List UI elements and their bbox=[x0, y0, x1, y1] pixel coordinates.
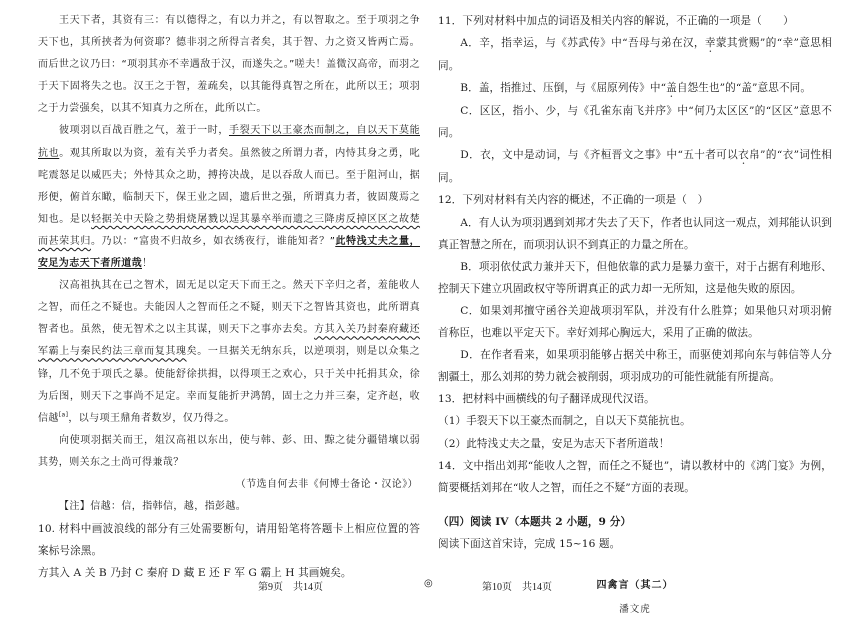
question-12-option-b: B．项羽依仗武力兼并天下，但他依靠的武力是暴力蛮干，对于占据有利地形、控制天下建立巩固政权守等所谓真正的武力却一无所知，这是他失败的原因。 bbox=[438, 260, 832, 295]
section-heading: （四）阅读 IV（本题共 2 小题，9 分） bbox=[438, 515, 632, 528]
question-11-option-d bbox=[438, 144, 832, 189]
wavy-underlined-passage: 轻据关中天险之势捐烧屠戮以逞其暴卒举而遗之三降虏反掉区区之故楚而甚荣其归 bbox=[38, 213, 421, 247]
text-span: 矣。一旦据关无纳东兵，以逆项羽，则是以众集之锋，几不免于项氏之暴。使能舒徐拱揖，以得项王之欢心，只于关中托捐其众，徐为后图，则天下之事尚不足定。幸而复能折尹鸿鹄，固士之力并三秦，定齐赵，收信越 bbox=[38, 346, 420, 424]
passage-source: （节选自何去非《何博士备论・汉论》） bbox=[235, 478, 418, 490]
text-span: ，以与项王鼎角者数岁，仅乃得之。 bbox=[68, 412, 235, 424]
section-instruction: 阅读下面这首宋诗，完成 15~16 题。 bbox=[438, 537, 621, 550]
wavy-underlined-passage-2: 方其入关乃封秦府藏还军霸上与秦民约法三章而复其瑰 bbox=[38, 324, 420, 358]
poem-author: 潘文虎 bbox=[619, 604, 651, 616]
question-12-option-a: A．有人认为项羽遇到刘邦才失去了天下，作者也认同这一观点，刘邦能认识到真正智慧之所在，而项羽认识不到真正的力量之所在。 bbox=[438, 216, 832, 251]
text-span: D．衣，文中是动词，与《齐桓晋文之事》中“五十者可以 bbox=[460, 149, 739, 162]
left-page-number: 第9页 共14页 bbox=[258, 582, 323, 593]
question-13-item-2: （2）此特浅丈夫之量，安足为志天下者所道哉！ bbox=[438, 437, 670, 450]
question-12: 12．下列对材料有关内容的概述，不正确的一项是（ ） bbox=[438, 194, 709, 207]
footnote-marker: [a] bbox=[58, 411, 69, 419]
text-span: A．辛，指幸运，与《苏武传》中“吾母与弟在汉， bbox=[460, 37, 705, 50]
text-span: 汉高祖执其在己之智术，固无足以定天下而王之。然天下辛归之者，羞能收人之智，而任之不疑也。夫能因人之智而任之不疑，则天下之智皆其资也，此所谓真智者也。虽然，使无智术之以主其谋，则天下之事亦去矣。 bbox=[38, 280, 420, 336]
question-11-option-c: C．区区，指小、少，与《孔雀东南飞并序》中“何乃太区区”的“区区”意思不同。 bbox=[438, 105, 832, 140]
text-span: 。观其所取以为资，羞有关乎力者矣。虽然彼之所谓力者，内恃其身之勇，叱咤震怒足以威匹夫；外恃其众之助，搏挎决战，足以吞敌人而已。至于阻河山，据形便，俯首东瞰，临制天下，保王业之固，遗后世之强，所谓真力者，彼固蔑焉之知也。是以 bbox=[38, 147, 420, 225]
poem-title: 四禽言（其二） bbox=[596, 579, 674, 591]
passage-paragraph-3 bbox=[38, 275, 420, 430]
question-11-option-a bbox=[438, 32, 832, 77]
question-11: 11．下列对材料中加点的词语及相关内容的解说，不正确的一项是（ ） bbox=[438, 15, 794, 27]
text-span: 帛”的“衣”词性相同。 bbox=[438, 149, 832, 185]
text-span: 彼项羽以百战百胜之气，羞于一时， bbox=[59, 125, 229, 137]
right-page-column bbox=[438, 10, 832, 621]
question-10-options: 方其入 A 关 B 乃封 C 秦府 D 藏 E 还 F 军 G 霸上 H 其画婉矣。 bbox=[38, 567, 352, 580]
text-span: 蒙其赏赐”的“幸”意思相同。 bbox=[438, 37, 832, 73]
passage-paragraph-4: 向使项羽据关而王，俎汉高祖以东出，使与韩、彭、田、黥之徒分疆错壤以弱其势，则关东之土尚可得兼哉？ bbox=[38, 434, 420, 468]
dotted-word: 幸 bbox=[704, 37, 716, 50]
text-span: ！ bbox=[142, 258, 153, 270]
underlined-sentence-1: 手裂天下以王豪杰而制之，自以天下莫能抗也 bbox=[38, 125, 420, 159]
text-span: 自怨生也”的“盖”意思不同。 bbox=[676, 82, 812, 95]
passage-paragraph-1: 王天下者，其资有三：有以德得之，有以力并之，有以智取之。至于项羽之争天下也，其所挟者为何资耶？德非羽之所得言者矣，其于智、力之资又皆两亡焉。而后世之议乃曰：“项羽其亦不幸遇敌于汉，而遂失之。”嗟夫！盖微汉高帝，而羽之于天下固将失之也。汉王之于智，羞疏矣，以其能得真智之所在，此所以王；项羽之于力尝强矣，以其不知真力之所在，此所以亡。 bbox=[38, 15, 420, 115]
question-13-item-1: （1）手裂天下以王豪杰而制之，自以天下莫能抗也。 bbox=[438, 415, 691, 428]
question-12-option-d: D．在作者看来，如果项羽能够占据关中称王，而驱使刘邦向东与韩信等人分割疆土，那么刘邦的势力就会被削弱，项羽成功的可能性就能有所提高。 bbox=[438, 349, 832, 384]
dotted-word: 盖 bbox=[666, 82, 677, 95]
question-13: 13．把材料中画横线的句子翻译成现代汉语。 bbox=[438, 393, 655, 406]
question-10: 10. 材料中画波浪线的部分有三处需要断句，请用铅笔将答题卡上相应位置的答案标号涂黑。 bbox=[38, 523, 420, 558]
passage-paragraph-2 bbox=[38, 120, 420, 275]
text-span: 。乃以：“富贵不归故乡，如衣绣夜行，谁能知者？” bbox=[90, 235, 336, 247]
question-14: 14．文中指出刘邦“能收人之智，而任之不疑也”，请以教材中的《鸿门宴》为例，简要概括刘邦在“收人之智，而任之不疑”方面的表现。 bbox=[438, 459, 832, 494]
left-page-column bbox=[38, 10, 420, 584]
binding-mark-icon: ◎ bbox=[424, 578, 433, 589]
right-page-number: 第10页 共14页 bbox=[482, 582, 552, 593]
question-11-option-b bbox=[438, 77, 832, 100]
passage-note: 【注】信越：信，指韩信，越，指彭越。 bbox=[59, 501, 247, 513]
underlined-sentence-2: 此特浅丈夫之量，安足为志天下者所道哉 bbox=[38, 235, 420, 270]
text-span: B．盖，指推过、压倒，与《屈原列传》中“ bbox=[460, 82, 667, 95]
question-12-option-c: C．如果刘邦擅守函谷关迎战项羽军队，并没有什么胜算；如果他只对项羽俯首称臣，也难以平定天下。幸好刘邦心胸远大，采用了正确的做法。 bbox=[438, 304, 832, 340]
dotted-word: 衣 bbox=[738, 149, 750, 162]
